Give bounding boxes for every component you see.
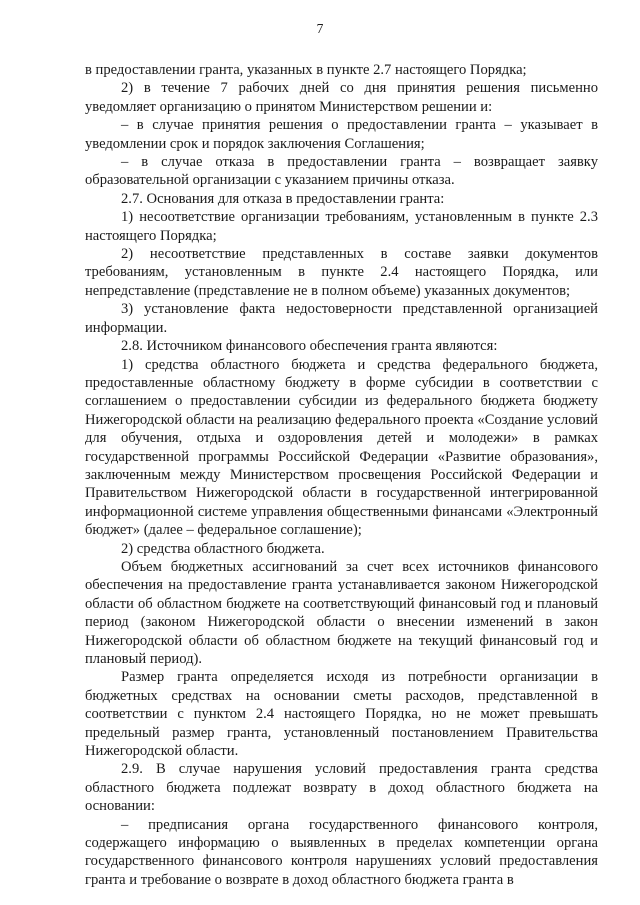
paragraph: – предписания органа государственного финансового контроля, содержащего информацию о выявленных в пределах компетенции органа государственного финансового контроля нарушениях условий предоставления гранта и требование о возврате в доход областного бюджета гранта в	[85, 816, 598, 888]
paragraph: 2) средства областного бюджета.	[121, 540, 325, 557]
paragraph: 1) несоответствие организации требованиям, установленным в пункте 2.3 настоящего Порядка;	[85, 209, 598, 244]
paragraph: Размер гранта определяется исходя из потребности организации в бюджетных средствах на основании сметы расходов, представленной в соответствии с пунктом 2.4 настоящего Порядка, но не может превышать предельный размер гранта, установленный постановлением Правительства Нижегородской области.	[85, 669, 598, 760]
section-heading: 2.7. Основания для отказа в предоставлении гранта:	[121, 190, 445, 207]
paragraph: в предоставлении гранта, указанных в пункте 2.7 настоящего Порядка;	[85, 62, 527, 78]
paragraph: 2) несоответствие представленных в составе заявки документов требованиям, установленным в пункте 2.4 настоящего Порядка, или непредставление (представление не в полном объеме) указанных документов;	[85, 246, 598, 299]
paragraph: 2) в течение 7 рабочих дней со дня принятия решения письменно уведомляет организацию о принятом Министерством решении и:	[85, 80, 598, 115]
paragraph: Объем бюджетных ассигнований за счет всех источников финансового обеспечения на предоставление гранта устанавливается законом Нижегородской области об областном бюджете на соответствующий финансовый год и плановый период (законом Нижегородской области о внесении изменений в закон Нижегородской области об областном бюджете на текущий финансовый год и плановый период).	[85, 558, 598, 667]
page-number: 7	[316, 21, 324, 36]
document-body	[85, 61, 598, 889]
paragraph: 1) средства областного бюджета и средства федерального бюджета, предоставленные областному бюджету в форме субсидии в соответствии с соглашением о предоставлении субсидии из федерального бюджета бюджету Нижегородской области на реализацию федерального проекта «Создание условий для обучения, отдыха и оздоровления детей и молодежи» в рамках государственной программы Российской Федерации «Развитие образования», заключенным между Министерством просвещения Российской Федерации и Правительством Нижегородской области в государственной интегрированной информационной системе управления общественными финансами «Электронный бюджет» (далее – федеральное соглашение);	[85, 356, 598, 539]
paragraph: 3) установление факта недостоверности представленной организацией информации.	[85, 301, 598, 336]
paragraph: 2.9. В случае нарушения условий предоставления гранта средства областного бюджета подлежат возврату в доход областного бюджета на основании:	[85, 761, 598, 815]
paragraph: – в случае принятия решения о предоставлении гранта – указывает в уведомлении срок и порядок заключения Соглашения;	[85, 117, 598, 152]
paragraph: – в случае отказа в предоставлении гранта – возвращает заявку образовательной организации с указанием причины отказа.	[85, 154, 598, 189]
section-heading: 2.8. Источником финансового обеспечения гранта являются:	[121, 338, 498, 355]
